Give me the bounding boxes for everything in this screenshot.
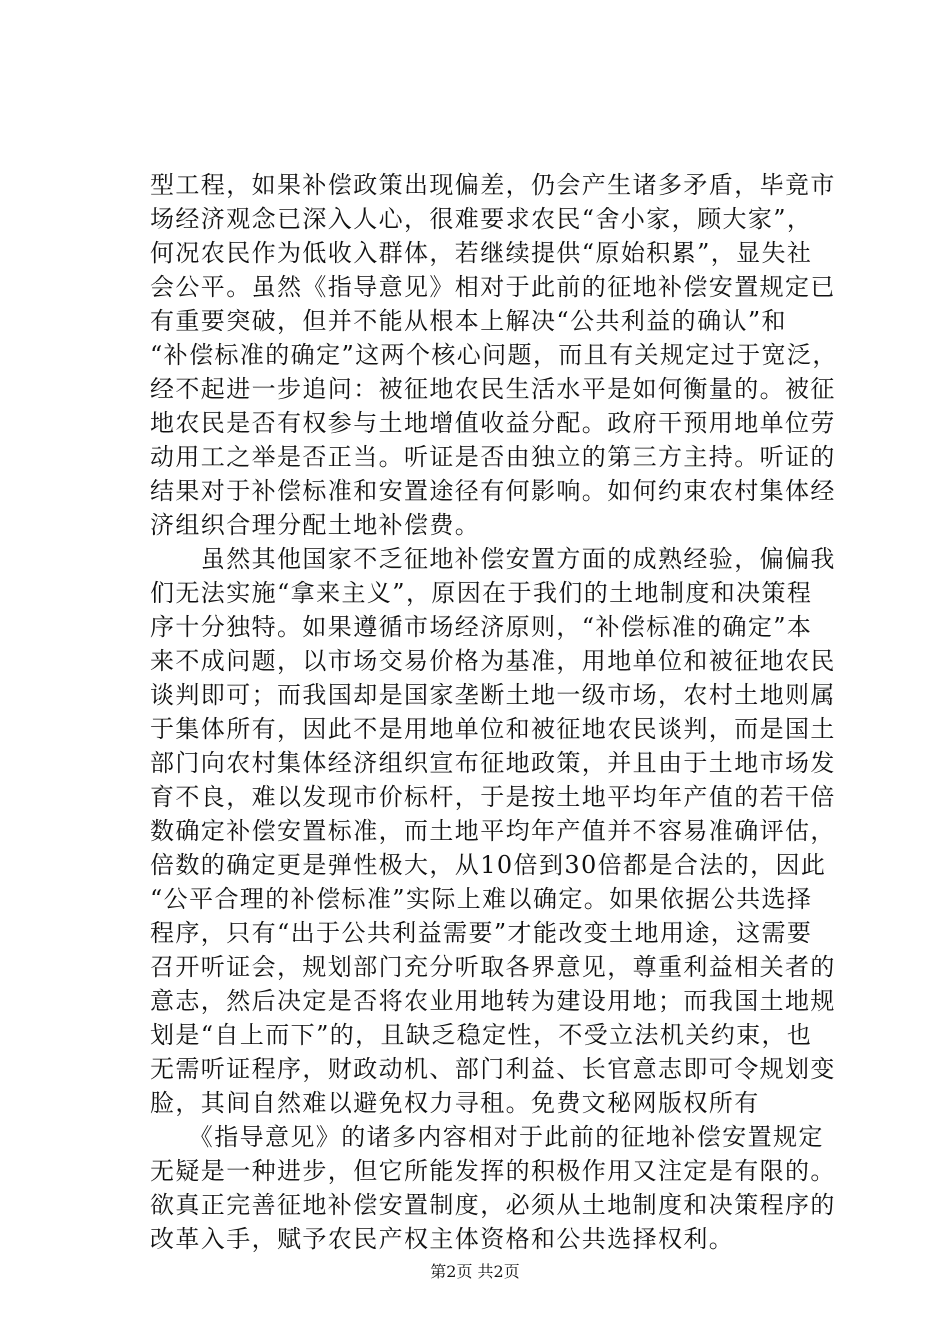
text-line: “补偿标准的确定”这两个核心问题，而且有关规定过于宽泛， <box>150 341 838 369</box>
text-line: 济组织合理分配土地补偿费。 <box>150 511 481 539</box>
text-line: 育不良，难以发现市价标杆，于是按土地平均年产值的若干倍 <box>150 783 836 811</box>
text-line: 序十分独特。如果遵循市场经济原则，“补偿标准的确定”本 <box>150 613 813 641</box>
text-line: 无疑是一种进步，但它所能发挥的积极作用又注定是有限的。 <box>150 1157 836 1185</box>
document-body <box>150 168 840 1256</box>
text-line: 结果对于补偿标准和安置途径有何影响。如何约束农村集体经 <box>150 477 836 505</box>
text-line: 会公平。虽然《指导意见》相对于此前的征地补偿安置规定已 <box>150 273 836 301</box>
text-line: 脸，其间自然难以避免权力寻租。免费文秘网版权所有 <box>150 1089 760 1117</box>
text-line: 倍数的确定更是弹性极大，从10倍到30倍都是合法的，因此 <box>150 851 827 879</box>
text-line: 有重要突破，但并不能从根本上解决“公共利益的确认”和 <box>150 307 787 335</box>
text-line: 意志，然后决定是否将农业用地转为建设用地；而我国土地规 <box>150 987 836 1015</box>
text-line: 部门向农村集体经济组织宣布征地政策，并且由于土地市场发 <box>150 749 836 777</box>
text-line: 们无法实施“拿来主义”，原因在于我们的土地制度和决策程 <box>150 579 813 607</box>
text-line: 经不起进一步追问：被征地农民生活水平是如何衡量的。被征 <box>150 375 836 403</box>
text-line: 场经济观念已深入人心，很难要求农民“舍小家，顾大家”， <box>150 205 813 233</box>
text-line: 谈判即可；而我国却是国家垄断土地一级市场，农村土地则属 <box>150 681 836 709</box>
text-line: 型工程，如果补偿政策出现偏差，仍会产生诸多矛盾，毕竟市 <box>150 171 836 199</box>
text-line: 召开听证会，规划部门充分听取各界意见，尊重利益相关者的 <box>150 953 836 981</box>
page-footer <box>0 1262 950 1282</box>
text-line: 程序，只有“出于公共利益需要”才能改变土地用途，这需要 <box>150 919 813 947</box>
text-line: “公平合理的补偿标准”实际上难以确定。如果依据公共选择 <box>150 885 813 913</box>
text-line: 《指导意见》的诸多内容相对于此前的征地补偿安置规定 <box>150 1123 824 1151</box>
text-line: 来不成问题，以市场交易价格为基准，用地单位和被征地农民 <box>150 647 836 675</box>
text-line: 改革入手，赋予农民产权主体资格和公共选择权利。 <box>150 1225 735 1253</box>
text-line: 数确定补偿安置标准，而土地平均年产值并不容易准确评估， <box>150 817 836 845</box>
text-line: 欲真正完善征地补偿安置制度，必须从土地制度和决策程序的 <box>150 1191 836 1219</box>
text-line: 虽然其他国家不乏征地补偿安置方面的成熟经验，偏偏我 <box>150 545 836 573</box>
text-line: 地农民是否有权参与土地增值收益分配。政府干预用地单位劳 <box>150 409 836 437</box>
text-line: 无需听证程序，财政动机、部门利益、长官意志即可令规划变 <box>150 1055 836 1083</box>
page-number: 第2页 共2页 <box>430 1262 520 1281</box>
text-line: 动用工之举是否正当。听证是否由独立的第三方主持。听证的 <box>150 443 836 471</box>
text-line: 划是“自上而下”的，且缺乏稳定性，不受立法机关约束，也 <box>150 1021 813 1049</box>
text-line: 于集体所有，因此不是用地单位和被征地农民谈判，而是国土 <box>150 715 836 743</box>
text-line: 何况农民作为低收入群体，若继续提供“原始积累”，显失社 <box>150 239 813 267</box>
